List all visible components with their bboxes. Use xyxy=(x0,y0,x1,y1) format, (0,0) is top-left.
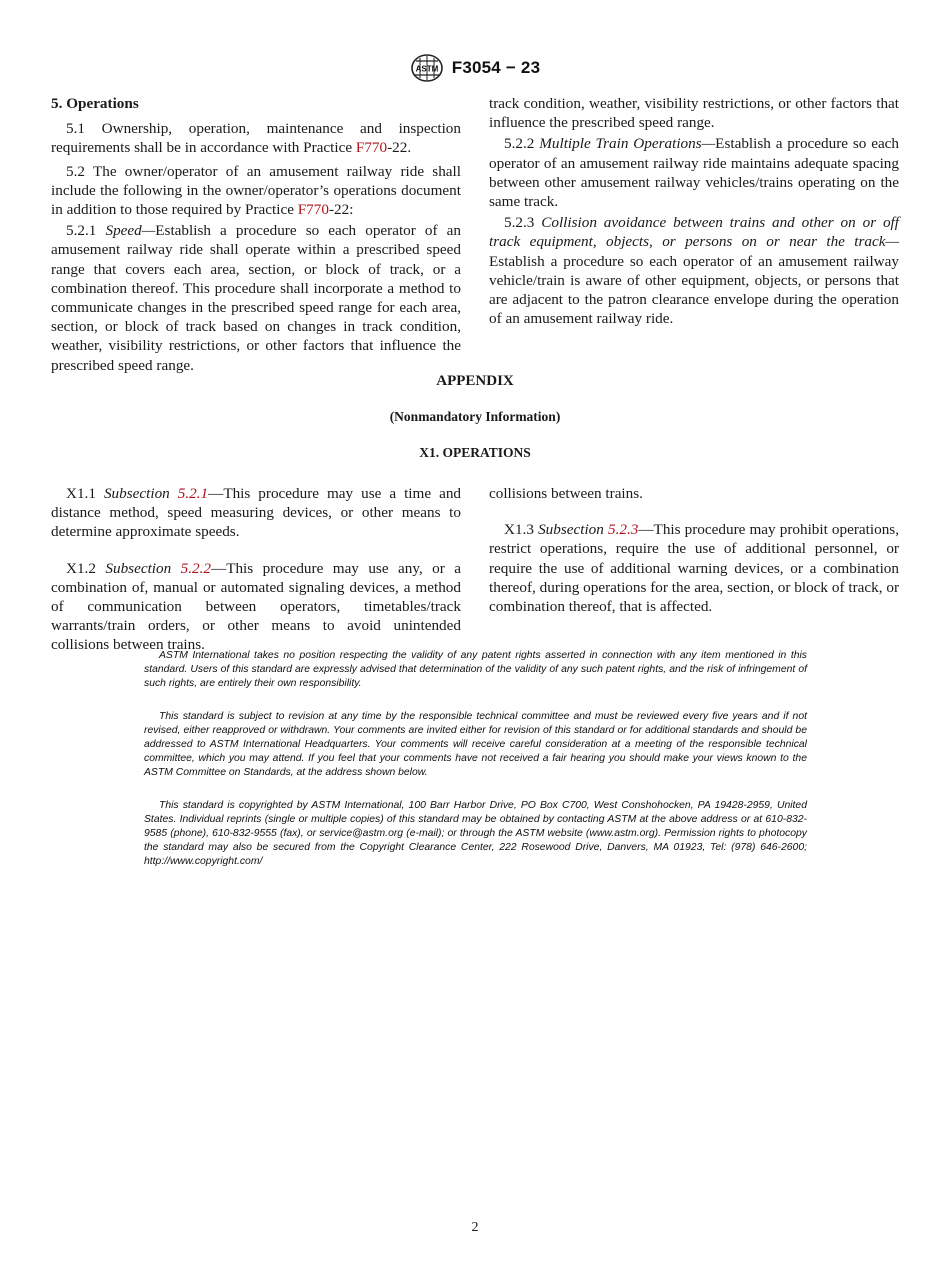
continued-text: track condition, weather, visibility restrictions, or other factors that influence the prescribed speed range. xyxy=(489,95,899,132)
page-header xyxy=(0,52,950,84)
paragraph-5-1: 5.1 Ownership, operation, maintenance and inspection requirements shall be in accordance with Practice F770-22. xyxy=(51,120,461,157)
continued-text: collisions between trains. xyxy=(489,485,643,502)
appendix-subtitle: (Nonmandatory Information) xyxy=(389,409,561,424)
paragraph-5-2-2: 5.2.2 Multiple Train Operations—Establish a procedure so each operator of an amusement railway ride maintains adequate spacing between other amusement railway vehicles/trains operating on the same track. xyxy=(489,135,900,211)
page-number: 2 xyxy=(471,1220,479,1235)
practice-f770-link[interactable]: F770 xyxy=(297,201,329,219)
appendix-right-column xyxy=(489,484,899,616)
paragraph-x1-2: X1.2 Subsection 5.2.2—This procedure may use any, or a combination of, manual or automated signaling devices, a method of communication between operators, timetables/track warrants/train orders, or other means to avoid unintended collisions between trains. xyxy=(51,559,461,654)
paragraph-5-2: 5.2 The owner/operator of an amusement railway ride shall include the following in the owner/operator’s operations document in addition to those required by Practice F770-22: xyxy=(51,162,461,219)
paragraph-5-2-1: 5.2.1 Speed—Establish a procedure so each operator of an amusement railway ride shall operate within a prescribed speed range that covers each area, section, or block of track, or a combination thereof. This procedure shall incorporate a method to communicate changes in the prescribed speed range for each area, section, or block of track based on changes in track condition, weather, visibility restrictions, or other factors that influence the prescribed speed range. xyxy=(51,222,462,374)
revision-notice: This standard is subject to revision at any time by the responsible technical committee and must be reviewed every five years and if not revised, either reapproved or withdrawn. Your comments are invited either for revision of this standard or for additional standards and should be addressed to ASTM International Headquarters. Your comments will receive careful consideration at a meeting of the responsible technical committee, which you may attend. If you feel that your comments have not received a fair hearing you should make your views known to the ASTM Committee on Standards, at the address shown below. xyxy=(144,711,807,778)
x1-heading: X1. OPERATIONS xyxy=(419,445,531,460)
paragraph-x1-3: X1.3 Subsection 5.2.3—This procedure may prohibit operations, restrict operations, require the use of additional personnel, or require the use of additional warning devices, or a combination thereof, during operations for the area, section, or block of track, or combination thereof, that is affected. xyxy=(489,521,899,616)
paragraph-x1-1: X1.1 Subsection 5.2.1—This procedure may use a time and distance method, speed measuring devices, or other means to determine approximate speeds. xyxy=(51,485,462,541)
practice-f770-link[interactable]: F770 xyxy=(355,139,388,157)
standard-designation: F3054 − 23 xyxy=(451,58,541,77)
svg-text:ASTM: ASTM xyxy=(415,64,439,74)
astm-logo-icon xyxy=(410,53,444,83)
subsection-5-2-2-link[interactable]: 5.2.2 xyxy=(180,559,211,577)
patent-notice: ASTM International takes no position respecting the validity of any patent rights asserted in connection with any item mentioned in this standard. Users of this standard are expressly advised that determination of the validity of any such patent rights, and the risk of infringement of such rights, are entirely their own responsibility. xyxy=(144,650,807,689)
appendix-title: APPENDIX xyxy=(436,373,514,389)
section5-right-column xyxy=(489,94,899,328)
paragraph-5-2-3: 5.2.3 Collision avoidance between trains and other on or off track equipment, objects, or persons on or near the track—Establish a procedure so each operator of an amusement railway vehicle/train is aware of other equipment, objects, or persons that are adjacent to the patron clearance envelope during the operation of an amusement railway ride. xyxy=(489,214,899,328)
appendix-left-column xyxy=(51,484,462,654)
subsection-5-2-1-link[interactable]: 5.2.1 xyxy=(177,485,209,502)
section-heading: 5. Operations xyxy=(51,95,139,112)
section5-left-column xyxy=(51,94,461,375)
copyright-notice: This standard is copyrighted by ASTM International, 100 Barr Harbor Drive, PO Box C700, West Conshohocken, PA 19428-2959, United States. Individual reprints (single or multiple copies) of this standard may be obtained by contacting ASTM at the above address or at 610-832-9585 (phone), 610-832-9555 (fax), or service@astm.org (e-mail); or through the ASTM website (www.astm.org). Permission rights to photocopy the standard may also be secured from the Copyright Clearance Center, 222 Rosewood Drive, Danvers, MA 01923, Tel: (978) 646-2600; http://www.copyright.com/ xyxy=(144,800,807,867)
subsection-5-2-3-link[interactable]: 5.2.3 xyxy=(607,521,639,539)
